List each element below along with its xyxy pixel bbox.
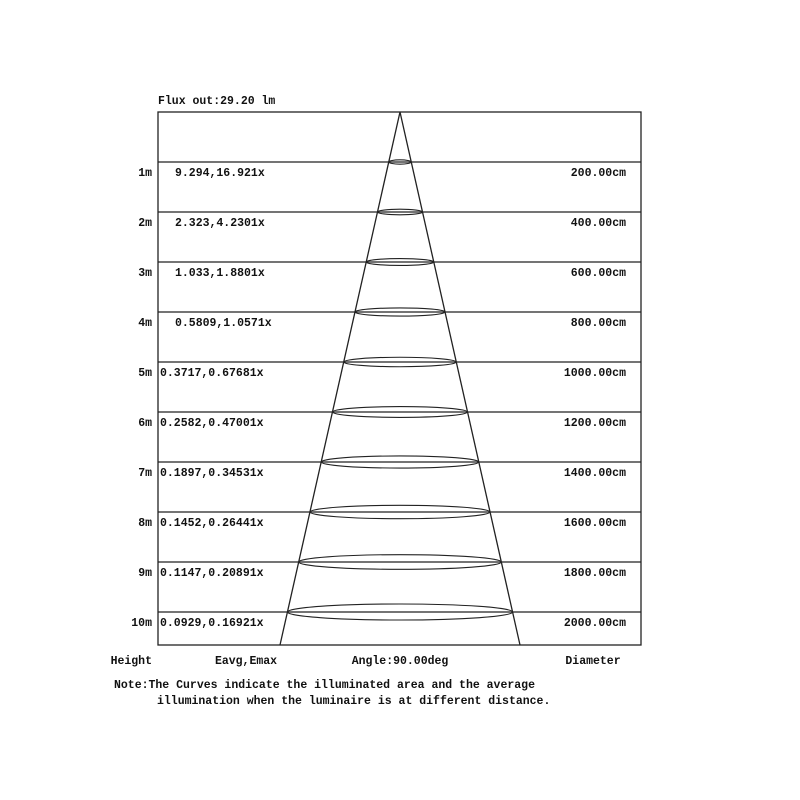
row-diameter: 400.00cm [570,217,626,230]
row-illuminance: 0.1147,0.20891x [160,567,264,580]
row-diameter: 800.00cm [570,317,626,330]
row-illuminance: 1.033,1.8801x [175,267,265,280]
row-height: 4m [138,317,152,330]
diameter-header: Diameter [565,655,621,668]
row-height: 8m [138,517,152,530]
cone-right-edge [400,112,520,645]
row-diameter: 1400.00cm [563,467,626,480]
note-line-1: Note:The Curves indicate the illuminated area and the average [114,679,535,692]
row-diameter: 600.00cm [570,267,626,280]
row-height: 5m [138,367,152,380]
row-illuminance: 0.1897,0.34531x [160,467,264,480]
row-height: 7m [138,467,152,480]
row-height: 2m [138,217,152,230]
row-illuminance: 0.2582,0.47001x [160,417,264,430]
row-illuminance: 0.1452,0.26441x [160,517,264,530]
eavg-emax-header: Eavg,Emax [214,655,278,668]
row-illuminance: 0.3717,0.67681x [160,367,264,380]
row-diameter: 1200.00cm [563,417,626,430]
row-height: 3m [138,267,152,280]
cone-left-edge [280,112,400,645]
flux-label: Flux out:29.20 lm [158,95,276,108]
row-illuminance: 0.5809,1.0571x [175,317,272,330]
row-illuminance: 0.0929,0.16921x [160,617,264,630]
row-diameter: 1000.00cm [563,367,626,380]
row-illuminance: 9.294,16.921x [175,167,265,180]
height-header: Height [110,655,152,668]
row-height: 9m [138,567,152,580]
row-diameter: 1800.00cm [563,567,626,580]
row-diameter: 1600.00cm [563,517,626,530]
row-diameter: 2000.00cm [563,617,626,630]
note-line-2: illumination when the luminaire is at different distance. [157,695,551,708]
row-height: 6m [138,417,152,430]
row-illuminance: 2.323,4.2301x [175,217,265,230]
row-height: 10m [131,617,152,630]
row-height: 1m [138,167,152,180]
row-diameter: 200.00cm [570,167,626,180]
angle-label: Angle:90.00deg [351,655,449,668]
